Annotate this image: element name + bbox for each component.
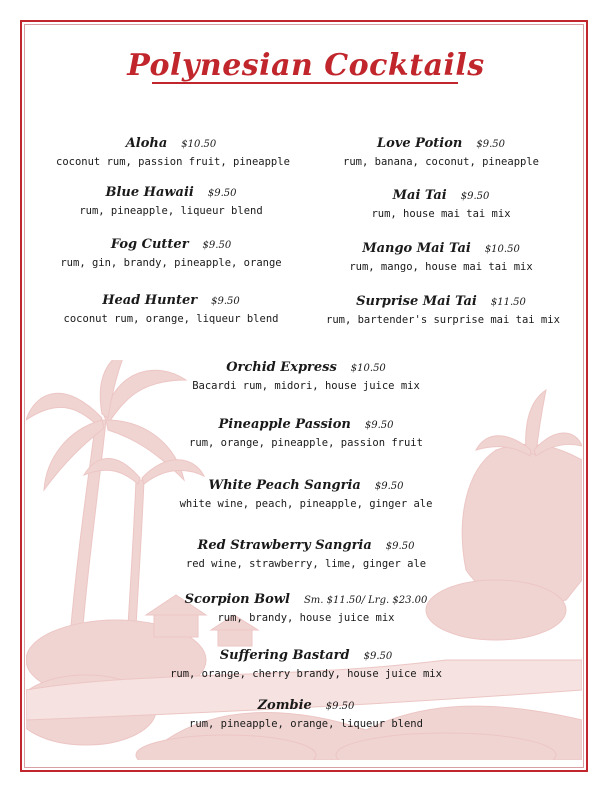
item-description: white wine, peach, pineapple, ginger ale [179,498,433,510]
menu-item-pineapple-passion [156,415,456,449]
item-price: $9.50 [207,188,237,199]
item-name: Mai Tai [392,188,447,203]
item-price: $9.50 [374,481,404,492]
menu-item-head-hunter [56,291,286,325]
item-price: $9.50 [364,420,394,431]
menu-item-white-peach-sangria [136,476,476,510]
item-name: Fog Cutter [110,237,189,252]
item-name: Scorpion Bowl [184,592,290,607]
menu-item-fog-cutter [56,235,286,269]
menu-item-mai-tai [326,186,556,220]
item-price: $11.50 [490,297,526,308]
item-description: rum, banana, coconut, pineapple [343,156,539,168]
menu-title: Polynesian Cocktails [127,48,485,83]
item-description: coconut rum, passion fruit, pineapple [56,156,290,168]
item-name: Zombie [257,698,312,713]
item-description: rum, pineapple, liqueur blend [79,205,263,217]
item-description: rum, gin, brandy, pineapple, orange [60,257,282,269]
menu-item-red-strawberry-sangria [136,536,476,570]
item-price: $9.50 [211,296,240,307]
item-price: $10.50 [350,363,386,374]
item-name: Red Strawberry Sangria [197,538,372,553]
item-description: Bacardi rum, midori, house juice mix [192,380,420,392]
item-description: rum, orange, pineapple, passion fruit [189,437,423,449]
item-name: Suffering Bastard [219,648,350,663]
item-description: rum, mango, house mai tai mix [349,261,533,273]
menu-item-surprise-mai-tai [326,292,560,326]
menu-item-mango-mai-tai [326,239,556,273]
item-description: rum, bartender's surprise mai tai mix [326,314,560,326]
item-name: White Peach Sangria [208,478,361,493]
item-description: red wine, strawberry, lime, ginger ale [185,558,427,570]
item-description: rum, pineapple, orange, liqueur blend [189,718,423,730]
item-description: rum, house mai tai mix [371,208,511,220]
item-description: rum, brandy, house juice mix [217,612,395,624]
item-price: Sm. $11.50/ Lrg. $23.00 [303,595,428,606]
menu-item-suffering-bastard [126,646,486,680]
menu-item-zombie [136,696,476,730]
item-price: $9.50 [460,191,490,202]
item-price: $9.50 [325,701,355,712]
menu-item-orchid-express [156,358,456,392]
title-underline [152,82,458,84]
item-description: coconut rum, orange, liqueur blend [63,313,279,325]
menu-item-love-potion [326,134,556,168]
item-name: Orchid Express [226,360,337,375]
item-name: Head Hunter [102,293,198,308]
item-price: $9.50 [363,651,393,662]
item-name: Pineapple Passion [218,417,351,432]
item-description: rum, orange, cherry brandy, house juice mix [170,668,442,680]
item-price: $10.50 [181,139,217,150]
item-name: Blue Hawaii [105,185,194,200]
item-price: $9.50 [476,139,505,150]
item-name: Aloha [125,136,168,151]
menu-item-scorpion-bowl [136,590,476,624]
item-name: Mango Mai Tai [362,241,471,256]
menu-item-blue-hawaii [56,183,286,217]
item-name: Surprise Mai Tai [356,294,477,309]
item-price: $10.50 [484,244,520,255]
menu-item-aloha [56,134,290,168]
item-price: $9.50 [385,541,415,552]
item-price: $9.50 [202,240,232,251]
item-name: Love Potion [377,136,463,151]
